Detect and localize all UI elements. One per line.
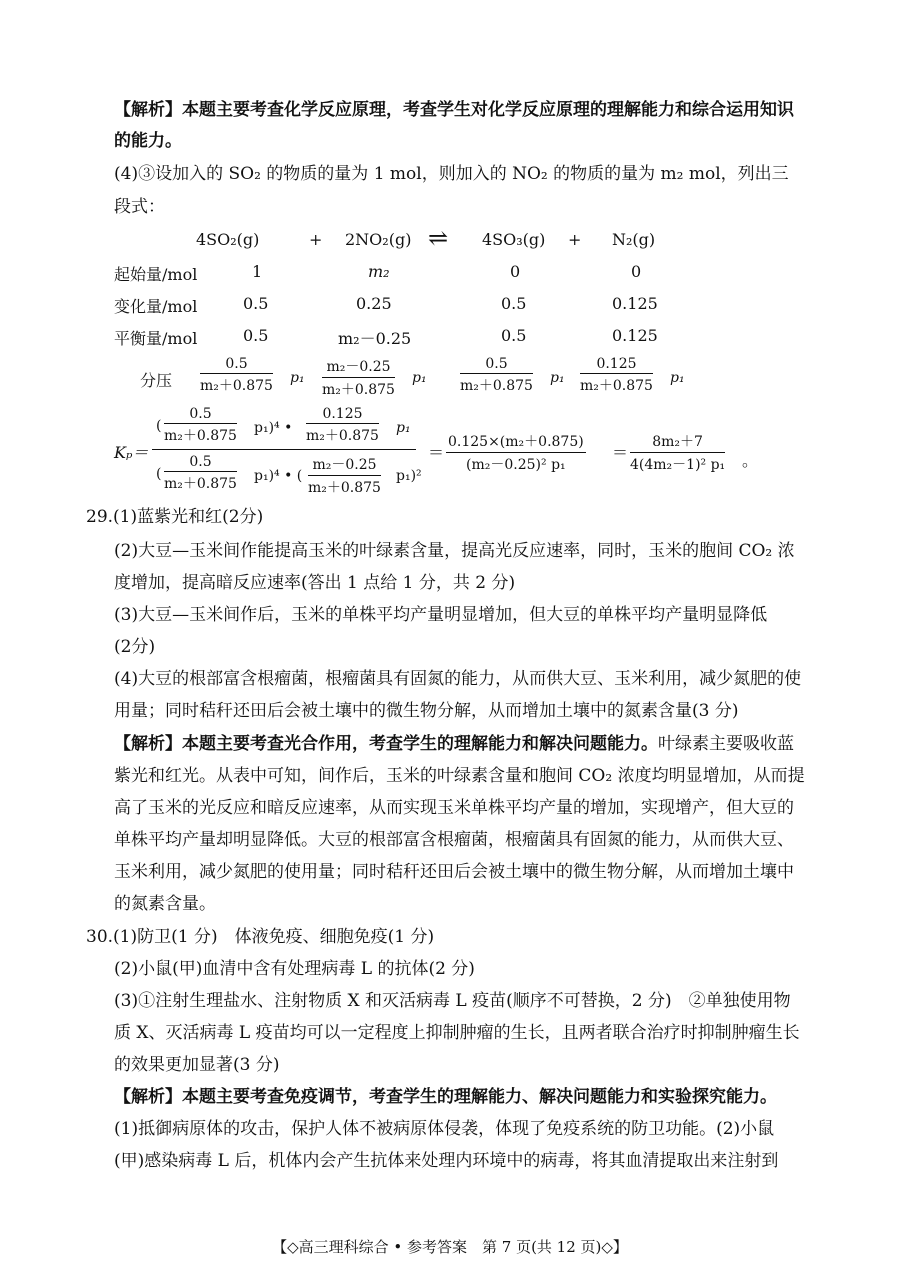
kp-bot-b: $\frac{\text{m₂－0.25}}{\text{m₂＋0.875}}$: [308, 454, 381, 497]
partial-frac-4: $\frac{0.125}{\text{m₂＋0.875}}$: [580, 356, 653, 394]
eq-product-2: N₂(g): [612, 230, 656, 249]
q29-line-1: 29.(1)蓝紫光和红(2分): [86, 507, 264, 527]
row-start-c4: 0: [631, 262, 642, 281]
row-equil-label: 平衡量/mol: [114, 329, 198, 348]
partial-label: 分压: [140, 371, 173, 390]
analysis-tag: 【解析】: [114, 734, 182, 754]
row-equil-c4: 0.125: [612, 326, 658, 345]
partial-p-1: p₁: [290, 370, 305, 386]
q29-analysis-rest: 叶绿素主要吸收蓝: [658, 734, 794, 754]
eq-reactant-2: 2NO₂(g): [345, 230, 412, 249]
kp-period: 。: [742, 451, 759, 470]
eq-product-1: 4SO₃(g): [482, 230, 546, 249]
q29-analysis-line-2: 紫光和红光。从表中可知，间作后，玉米的叶绿素含量和胞间 CO₂ 浓度均明显增加，从而提: [114, 766, 805, 786]
eq-plus-2: +: [568, 230, 582, 249]
row-equil-c3: 0.5: [501, 326, 527, 345]
q4-line-2: 段式：: [114, 197, 165, 217]
row-equil-c2: m₂－0.25: [338, 329, 412, 348]
kp-top-a: $\frac{0.5}{\text{m₂＋0.875}}$: [164, 406, 237, 444]
eq-plus-1: +: [309, 230, 323, 249]
row-start-c3: 0: [510, 262, 521, 281]
row-change-c2: 0.25: [356, 294, 392, 313]
kp-main-bar: [152, 449, 416, 450]
partial-frac-3: $\frac{0.5}{\text{m₂＋0.875}}$: [460, 356, 533, 394]
q30-line-2: (2)小鼠(甲)血清中含有处理病毒 L 的抗体(2 分): [114, 959, 475, 979]
partial-p-2: p₁: [412, 370, 427, 386]
analysis-tag: 【解析】: [114, 100, 182, 120]
q29-analysis-line-3: 高了玉米的光反应和暗反应速率，从而实现玉米单株平均产量的增加，实现增产，但大豆的: [114, 798, 794, 818]
q29-line-7: 用量；同时秸秆还田后会被土壤中的微生物分解，从而增加土壤中的氮素含量(3 分): [114, 701, 739, 721]
q30-line-1: 30.(1)防卫(1 分) 体液免疫、细胞免疫(1 分): [86, 927, 435, 947]
kp-top-a-tail: p₁)⁴ •: [254, 420, 293, 436]
row-start-c1: 1: [252, 262, 263, 281]
partial-frac-1: $\frac{0.5}{\text{m₂＋0.875}}$: [200, 356, 273, 394]
kp-top-b-tail: p₁: [396, 420, 411, 436]
kp-bot-a: $\frac{0.5}{\text{m₂＋0.875}}$: [164, 454, 237, 492]
q30-analysis-line-3: (甲)感染病毒 L 后，机体内会产生抗体来处理内环境中的病毒，将其血清提取出来注射到: [114, 1151, 779, 1171]
q29-analysis-bold: 本题主要考查光合作用，考查学生的理解能力和解决问题能力。: [182, 734, 658, 754]
q29-analysis-line-5: 玉米利用，减少氮肥的使用量；同时秸秆还田后会被土壤中的微生物分解，从而增加土壤中: [114, 862, 794, 882]
q30-analysis-bold: 本题主要考查免疫调节，考查学生的理解能力、解决问题能力和实验探究能力。: [182, 1087, 777, 1107]
q30-analysis-line-2: (1)抵御病原体的攻击，保护人体不被病原体侵袭，体现了免疫系统的防卫功能。(2)小鼠: [114, 1119, 775, 1139]
row-equil-c1: 0.5: [243, 326, 269, 345]
partial-frac-2: $\frac{\text{m₂－0.25}}{\text{m₂＋0.875}}$: [322, 356, 395, 399]
eq-arrow: ⇌: [428, 224, 449, 252]
kp-top-paren: (: [156, 418, 162, 434]
row-start-c2: m₂: [368, 262, 390, 281]
row-change-label: 变化量/mol: [114, 297, 198, 316]
partial-p-4: p₁: [670, 370, 685, 386]
kp-bot-b-tail: p₁)²: [396, 468, 422, 484]
kp-mid: $\frac{\text{0.125×(m₂＋0.875)}}{\text{(m₂－0.25)² p₁}}$: [446, 431, 586, 474]
q29-line-5: (2分): [114, 637, 156, 657]
kp-top-b: $\frac{0.125}{\text{m₂＋0.875}}$: [306, 406, 379, 444]
q30-line-5: 的效果更加显著(3 分): [114, 1055, 280, 1075]
q30-analysis-line-1: [114, 1086, 777, 1108]
kp-bot-paren: (: [156, 466, 162, 482]
q29-analysis-line-6: 的氮素含量。: [114, 894, 216, 914]
eq-reactant-1: 4SO₂(g): [196, 230, 260, 249]
q30-line-4: 质 X、灭活病毒 L 疫苗均可以一定程度上抑制肿瘤的生长，且两者联合治疗时抑制肿瘤生长: [114, 1023, 800, 1043]
q29-line-4: (3)大豆—玉米间作后，玉米的单株平均产量明显增加，但大豆的单株平均产量明显降低: [114, 605, 768, 625]
q29-line-3: 度增加，提高暗反应速率(答出 1 点给 1 分，共 2 分): [114, 573, 516, 593]
row-change-c3: 0.5: [501, 294, 527, 313]
q29-analysis-line-4: 单株平均产量却明显降低。大豆的根部富含根瘤菌，根瘤菌具有固氮的能力，从而供大豆、: [114, 830, 794, 850]
intro-line-2: 的能力。: [114, 131, 182, 151]
analysis-tag: 【解析】: [114, 1087, 182, 1107]
q29-line-6: (4)大豆的根部富含根瘤菌，根瘤菌具有固氮的能力，从而供大豆、玉米利用，减少氮肥的使: [114, 669, 802, 689]
partial-p-3: p₁: [550, 370, 565, 386]
row-change-c1: 0.5: [243, 294, 269, 313]
row-change-c4: 0.125: [612, 294, 658, 313]
row-start-label: 起始量/mol: [114, 265, 198, 284]
q30-line-3: (3)①注射生理盐水、注射物质 X 和灭活病毒 L 疫苗(顺序不可替换，2 分) ②单独使用物: [114, 991, 791, 1011]
q29-analysis-line-1: [114, 733, 794, 755]
kp-bot-a-tail: p₁)⁴ • (: [254, 468, 303, 484]
kp-label: Kₚ＝: [114, 443, 149, 462]
q4-line-1: (4)③设加入的 SO₂ 的物质的量为 1 mol，则加入的 NO₂ 的物质的量为 m₂ mol，列出三: [114, 164, 789, 184]
kp-end: $\frac{\text{8m₂＋7}}{\text{4(4m₂－1)² p₁}}$: [630, 431, 725, 474]
kp-equals-2: ＝: [612, 443, 629, 462]
intro-text-1: 本题主要考查化学反应原理，考查学生对化学反应原理的理解能力和综合运用知识: [182, 100, 794, 120]
q29-line-2: (2)大豆—玉米间作能提高玉米的叶绿素含量，提高光反应速率，同时，玉米的胞间 CO₂ 浓: [114, 541, 795, 561]
intro-line-1: [114, 99, 794, 121]
page-footer: 【◇高三理科综合 • 参考答案 第 7 页(共 12 页)◇】: [272, 1238, 628, 1256]
kp-equals-1: ＝: [428, 443, 445, 462]
